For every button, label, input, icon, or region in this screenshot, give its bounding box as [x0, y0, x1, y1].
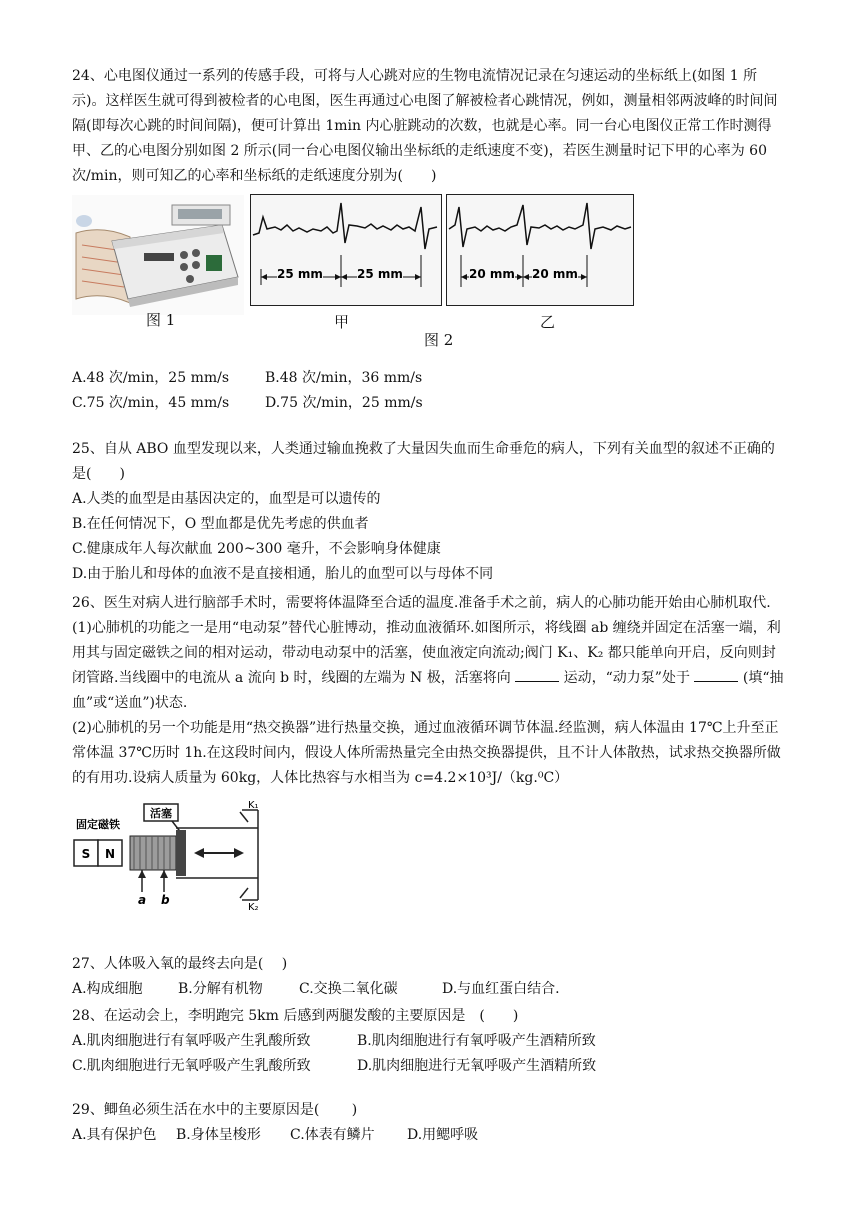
- option-28-a[interactable]: A.肌肉细胞进行有氧呼吸产生乳酸所致: [72, 1033, 311, 1049]
- ecg-chart-jia: [250, 194, 442, 306]
- ecg-trace-yi: [447, 195, 633, 305]
- option-28-b[interactable]: B.肌肉细胞进行有氧呼吸产生酒精所致: [357, 1033, 596, 1049]
- option-29-d[interactable]: D.用鳃呼吸: [407, 1127, 479, 1143]
- figure-1-caption: 图 1: [146, 311, 176, 329]
- question-24: [72, 64, 784, 189]
- magnet-pole-s: S: [81, 847, 91, 861]
- question-26-part1: [72, 616, 784, 716]
- piston-label: 活塞: [150, 807, 172, 820]
- electric-pump-diagram: [72, 800, 272, 910]
- figure-2-caption: 图 2: [424, 331, 454, 349]
- jia-interval-label-1: 25 mm: [277, 267, 323, 281]
- wire-b-label: b: [161, 893, 170, 907]
- question-27: [72, 952, 784, 1002]
- ecg-label-yi: 乙: [540, 313, 556, 331]
- ecg-chart-yi: [446, 194, 634, 306]
- option-27-c[interactable]: C.交换二氧化碳: [299, 981, 398, 997]
- question-26-part1-a: (1)心肺机的功能之一是用“电动泵”替代心脏博动，推动血液循环.如图所示，将线圈 ab 缠绕并固定在活塞一端，利用其与固定磁铁之间的相对运动，带动电动泵中的活塞，使血液定向流动;阀门 K₁、K₂ 都只能单向开启，反向则封闭管路.当线圈中的电流从 a 流向 b 时，线圈的左端为 N 极，活塞将向: [72, 620, 781, 686]
- question-26-part2: (2)心肺机的另一个功能是用“热交换器”进行热量交换，通过血液循环调节体温.经监测，病人体温由 17℃上升至正常体温 37℃历时 1h.在这段时间内，假设人体所需热量完全由热交换器提供，且不计人体散热，试求热交换器所做的有用功.设病人质量为 60kg，人体比热容与水相当为 c=4.2×10³J/（kg.⁰C）: [72, 720, 781, 786]
- ecg-machine-illustration: [72, 195, 244, 315]
- yi-interval-label-2: 20 mm: [532, 267, 578, 281]
- option-28-d[interactable]: D.肌肉细胞进行无氧呼吸产生酒精所致: [357, 1058, 597, 1074]
- answer-blank-1[interactable]: [515, 666, 559, 682]
- yi-interval-label-1: 20 mm: [469, 267, 515, 281]
- question-26-intro: 26、医生对病人进行脑部手术时，需要将体温降至合适的温度.准备手术之前，病人的心肺功能开始由心肺机取代.: [72, 595, 771, 611]
- option-24-d[interactable]: D.75 次/min，25 mm/s: [265, 395, 423, 411]
- pump-diagram-svg: [72, 800, 272, 910]
- question-29: [72, 1098, 784, 1148]
- jia-interval-label-2: 25 mm: [357, 267, 403, 281]
- option-27-d[interactable]: D.与血红蛋白结合.: [442, 981, 560, 997]
- question-26-part1-b: 运动，“动力泵”处于: [563, 670, 690, 686]
- option-25-a[interactable]: A.人类的血型是由基因决定的，血型是可以遗传的: [72, 491, 381, 507]
- question-25-text: 25、自从 ABO 血型发现以来，人类通过输血挽救了大量因失血而生命垂危的病人，下列有关血型的叙述不正确的是( ): [72, 441, 775, 482]
- fixed-magnet-label: 固定磁铁: [76, 818, 120, 831]
- answer-blank-2[interactable]: [694, 666, 738, 682]
- option-25-d[interactable]: D.由于胎儿和母体的血液不是直接相通，胎儿的血型可以与母体不同: [72, 566, 494, 582]
- question-24-text: 24、心电图仪通过一系列的传感手段，可将与人心跳对应的生物电流情况记录在匀速运动的坐标纸上(如图 1 所示)。这样医生就可得到被检者的心电图，医生再通过心电图了解被检者心跳情况，例如，测量相邻两波峰的时间间隔(即每次心跳的时间间隔)，便可计算出 1min 内心脏跳动的次数，也就是心率。同一台心电图仪正常工作时测得甲、乙的心电图分别如图 2 所示(同一台心电图仪输出坐标纸的走纸速度不变)，若医生测量时记下甲的心率为 60 次/min，则可知乙的心率和坐标纸的走纸速度分别为( ): [72, 68, 778, 184]
- option-25-b[interactable]: B.在任何情况下，O 型血都是优先考虑的供血者: [72, 516, 369, 532]
- option-29-b[interactable]: B.身体呈梭形: [176, 1127, 261, 1143]
- option-24-c[interactable]: C.75 次/min，45 mm/s: [72, 395, 230, 411]
- option-25-c[interactable]: C.健康成年人每次献血 200~300 毫升，不会影响身体健康: [72, 541, 441, 557]
- question-28: [72, 1004, 784, 1079]
- valve-k2-label: K₂: [248, 902, 259, 910]
- magnet-pole-n: N: [104, 847, 116, 861]
- option-27-a[interactable]: A.构成细胞: [72, 981, 143, 997]
- ecg-trace-jia: [251, 195, 441, 305]
- question-24-options: [72, 366, 784, 416]
- option-29-a[interactable]: A.具有保护色: [72, 1127, 157, 1143]
- question-26-part1-c: (填“抽血”或“送血”)状态.: [72, 670, 784, 711]
- option-29-c[interactable]: C.体表有鳞片: [290, 1127, 375, 1143]
- question-27-text: 27、人体吸入氧的最终去向是( ): [72, 956, 288, 972]
- option-24-b[interactable]: B.48 次/min，36 mm/s: [265, 370, 423, 386]
- question-28-text: 28、在运动会上，李明跑完 5km 后感到两腿发酸的主要原因是 ( ): [72, 1008, 519, 1024]
- wire-a-label: a: [138, 893, 147, 907]
- valve-k1-label: K₁: [248, 800, 259, 811]
- figure-1-ecg-machine: [72, 195, 244, 315]
- ecg-label-jia: 甲: [334, 313, 350, 331]
- question-25: [72, 437, 784, 587]
- option-28-c[interactable]: C.肌肉细胞进行无氧呼吸产生乳酸所致: [72, 1058, 311, 1074]
- option-27-b[interactable]: B.分解有机物: [178, 981, 263, 997]
- option-24-a[interactable]: A.48 次/min，25 mm/s: [72, 370, 230, 386]
- question-26: [72, 591, 784, 791]
- question-29-text: 29、鲫鱼必须生活在水中的主要原因是( ): [72, 1102, 358, 1118]
